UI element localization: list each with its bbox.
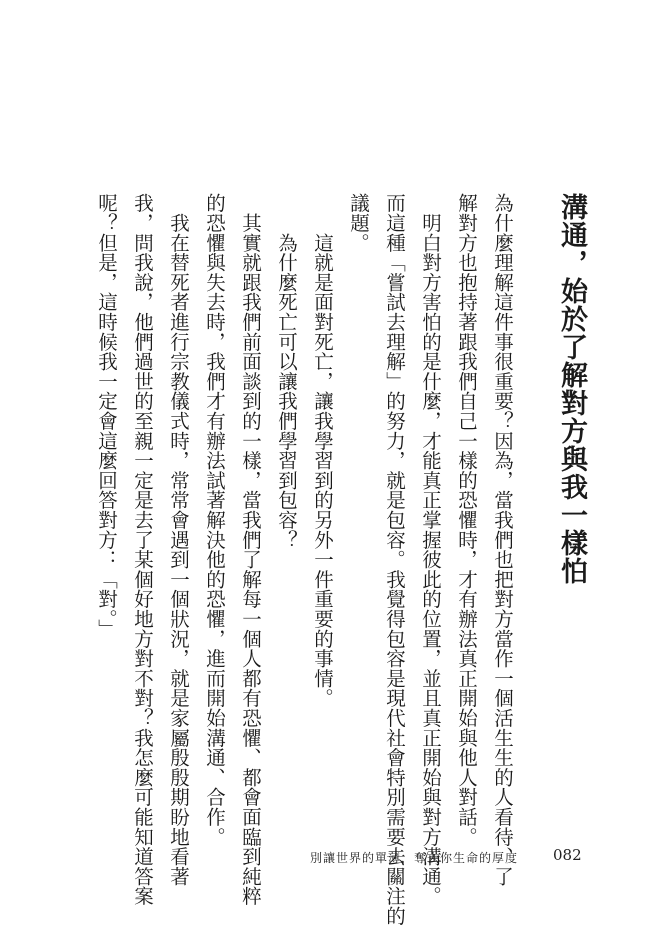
body-column: 我，問我說，他們過世的至親一定是去了某個好地方對不對？我怎麼可能知道答案 [131, 193, 154, 906]
running-footer-book-title: 別讓世界的單薄，奪去你生命的厚度 [310, 851, 519, 865]
body-column: 為什麼理解這件事很重要？因為，當我們也把對方當作一個活生生的人看待、了 [491, 193, 514, 886]
body-column: 這就是面對死亡，讓我學習到的另外一件重要的事情。 [311, 193, 334, 708]
body-column: 為什麼死亡可以讓我們學習到包容？ [275, 193, 298, 550]
page-number: 082 [553, 846, 582, 864]
body-column: 解對方也抱持著跟我們自己一樣的恐懼時，才有辦法真正開始與他人對話。 [455, 193, 478, 847]
body-column: 其實就跟我們前面談到的一樣，當我們了解每一個人都有恐懼、都會面臨到純粹 [239, 193, 262, 906]
body-column: 議題。 [347, 193, 370, 253]
body-column: 的恐懼與失去時，我們才有辦法試著解決他的恐懼，進而開始溝通、合作。 [203, 193, 226, 847]
body-column: 呢？但是，這時候我一定會這麼回答對方：「對。」 [95, 193, 118, 639]
body-column: 我在替死者進行宗教儀式時，常常會遇到一個狀況，就是家屬殷殷期盼地看著 [167, 193, 190, 886]
body-column: 明白對方害怕的是什麼，才能真正掌握彼此的位置，並且真正開始與對方溝通。 [419, 193, 442, 906]
chapter-title: 溝通，始於了解對方與我一樣怕 [556, 193, 587, 585]
body-column: 而這種「嘗試去理解」的努力，就是包容。我覺得包容是現代社會特別需要去關注的 [383, 193, 406, 926]
